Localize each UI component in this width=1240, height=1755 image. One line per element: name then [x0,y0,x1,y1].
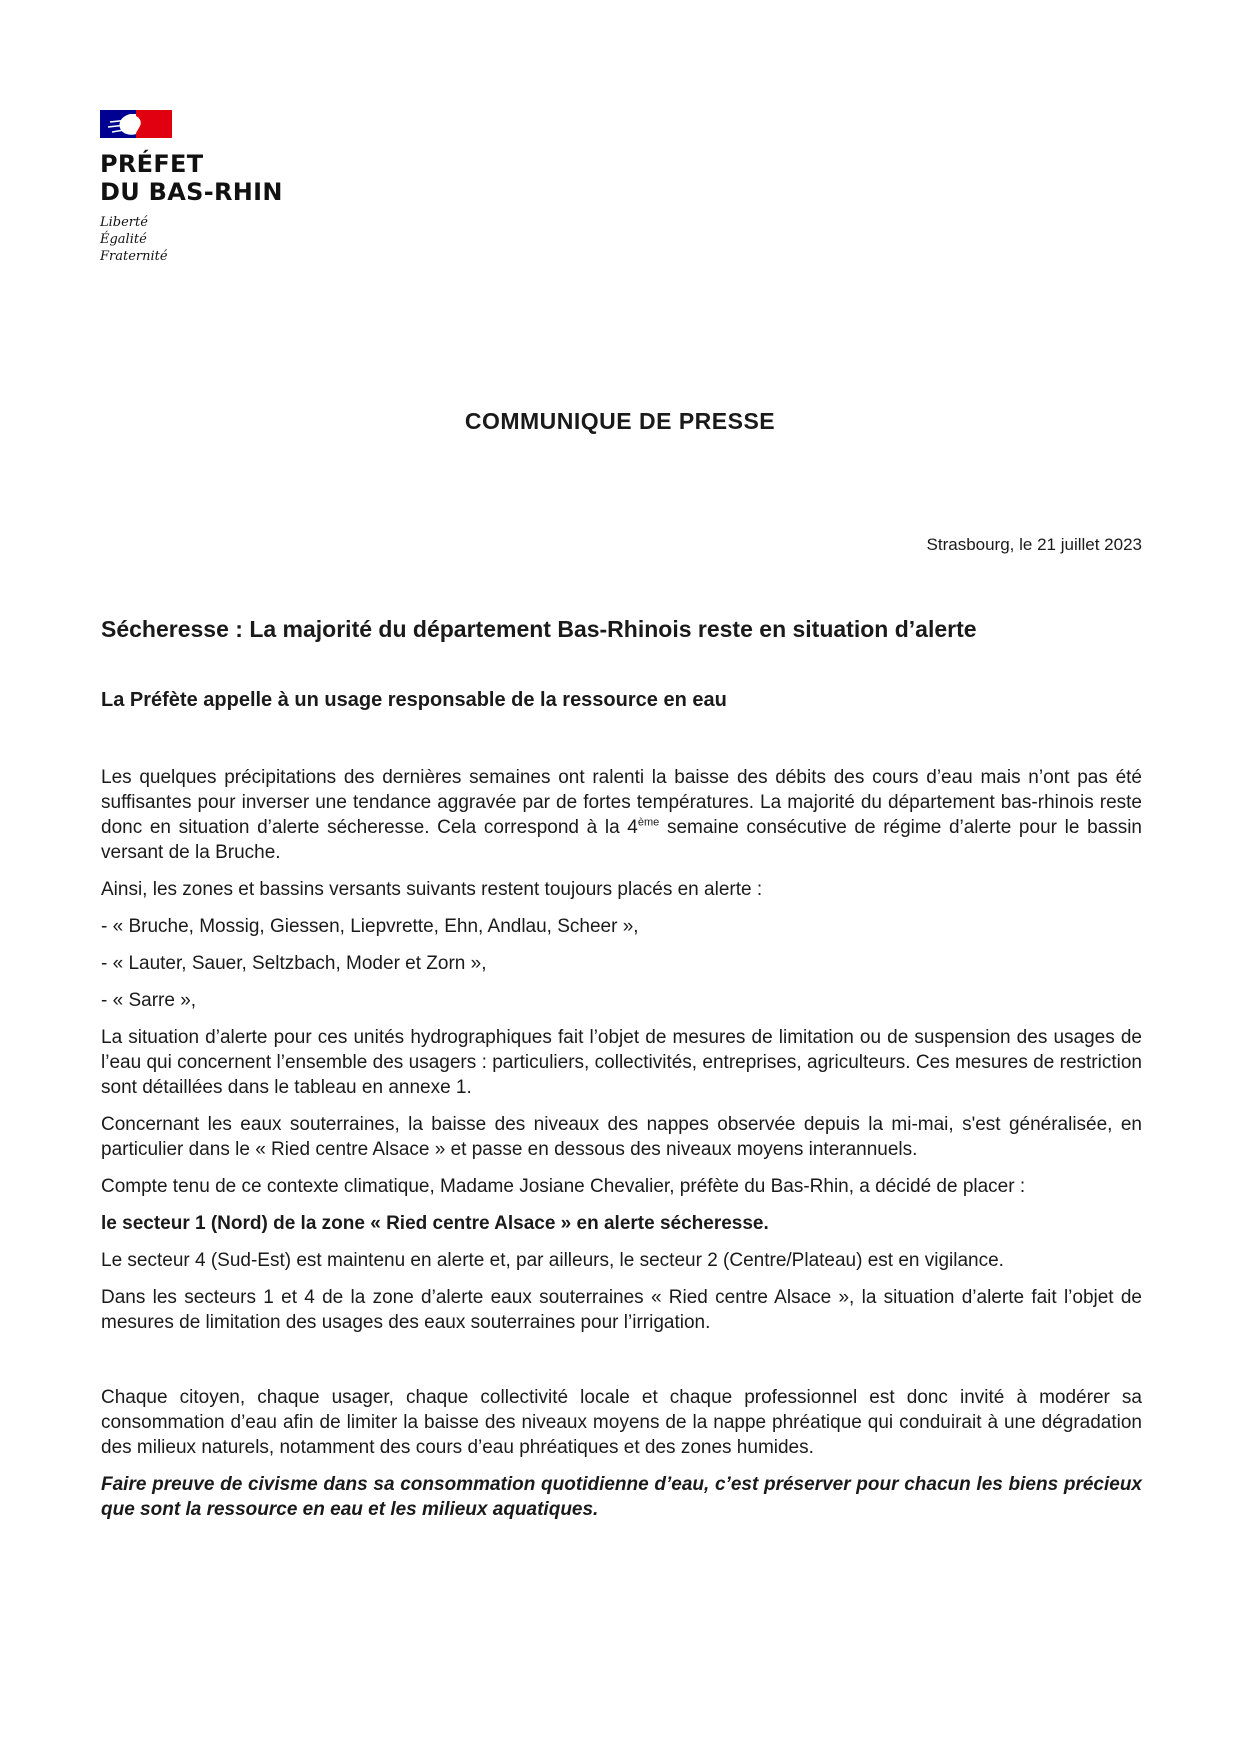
paragraph-2: Ainsi, les zones et bassins versants suivants restent toujours placés en alerte : [101,879,763,900]
logo-title [100,150,300,206]
dateline: Strasbourg, le 21 juillet 2023 [926,535,1142,554]
republic-motto [100,214,300,265]
section-spacer [101,1347,1142,1385]
paragraph-1 [101,765,1142,865]
document-title: COMMUNIQUE DE PRESSE [464,408,776,434]
paragraph-1-end: semaine consécutive de régime d’alerte pour le bassin versant de la Bruche. [101,817,1142,863]
paragraph-9: Chaque citoyen, chaque usager, chaque collectivité locale et chaque professionnel est donc invité à modérer sa consommation d’eau afin de limiter la baisse des niveaux moyens de la nappe phréatique qui conduirait à une dégradation des milieux naturels, notamment des cours d’eau phréatiques et des zones humides. [101,1387,1142,1458]
motto-fraternite: Fraternité [100,249,168,264]
prefecture-logo [100,110,300,265]
paragraph-1-text: Les quelques précipitations des dernières semaines ont ralenti la baisse des débits des cours d’eau mais n’ont pas été suffisantes pour inverser une tendance aggravée par de fortes températures. La majorité du département bas-rhinois reste donc en situation d’alerte sécheresse. Cela correspond à la 4 [101,767,1142,838]
motto-liberte: Liberté [100,215,148,230]
marianne-flag-icon [100,110,172,138]
paragraph-8: Dans les secteurs 1 et 4 de la zone d’alerte eaux souterraines « Ried centre Alsace », la situation d’alerte fait l’objet de mesures de limitation des usages des eaux souterraines pour l’irrigation. [101,1287,1142,1333]
paragraph-5: Compte tenu de ce contexte climatique, Madame Josiane Chevalier, préfète du Bas-Rhin, a décidé de placer : [101,1176,1026,1197]
paragraph-6: le secteur 1 (Nord) de la zone « Ried centre Alsace » en alerte sécheresse. [101,1213,769,1234]
paragraph-7: Le secteur 4 (Sud-Est) est maintenu en alerte et, par ailleurs, le secteur 2 (Centre/Plateau) est en vigilance. [101,1250,1004,1271]
paragraph-3: La situation d’alerte pour ces unités hydrographiques fait l’objet de mesures de limitation ou de suspension des usages de l’eau qui concernent l’ensemble des usagers : particuliers, collectivités, entreprises, agriculteurs. Ces mesures de restriction sont détaillées dans le tableau en annexe 1. [101,1027,1142,1098]
press-release-body [101,765,1142,1534]
ordinal-suffix: ème [637,816,660,829]
headline: Sécheresse : La majorité du département Bas-Rhinois reste en situation d’alerte [101,616,977,642]
motto-egalite: Égalité [100,232,147,247]
list-item-1: - « Bruche, Mossig, Giessen, Liepvrette, Ehn, Andlau, Scheer », [101,916,639,937]
list-item-2: - « Lauter, Sauer, Seltzbach, Moder et Zorn », [101,953,487,974]
logo-title-line1: PRÉFET [100,150,204,178]
list-item-3: - « Sarre », [101,990,197,1011]
closing-statement: Faire preuve de civisme dans sa consommation quotidienne d’eau, c’est préserver pour chacun les biens précieux que sont la ressource en eau et les milieux aquatiques. [101,1474,1142,1520]
subheadline: La Préfète appelle à un usage responsable de la ressource en eau [101,689,727,711]
paragraph-4: Concernant les eaux souterraines, la baisse des niveaux des nappes observée depuis la mi-mai, s'est généralisée, en particulier dans le « Ried centre Alsace » et passe en dessous des niveaux moyens interannuels. [101,1114,1142,1160]
logo-title-line2: DU BAS-RHIN [100,178,283,206]
